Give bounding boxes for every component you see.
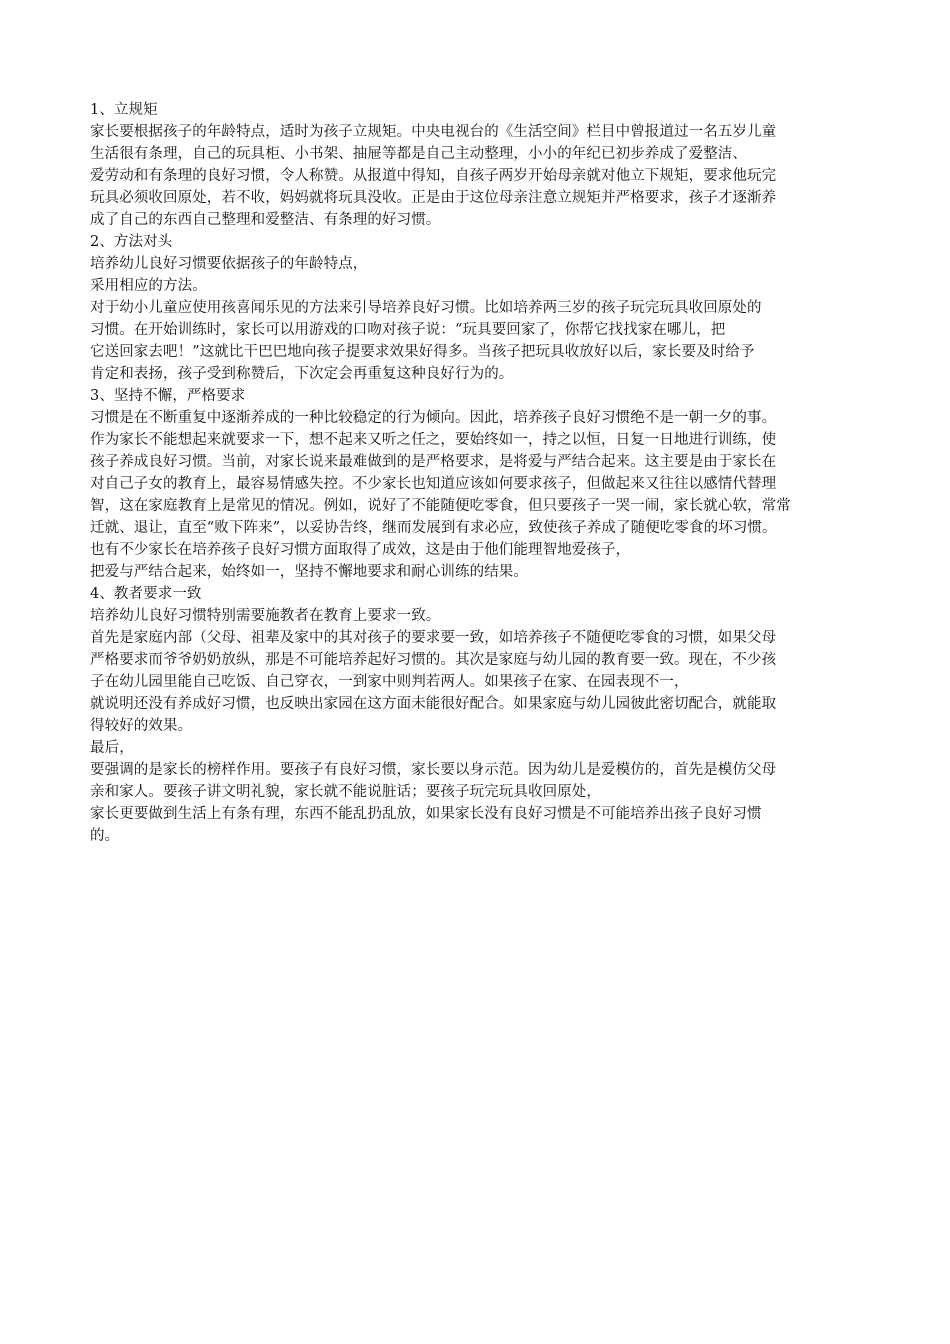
heading-4: 4、教者要求一致 [90, 586, 202, 602]
paragraph-line: 也有不少家长在培养孩子良好习惯方面取得了成效，这是由于他们能理智地爱孩子， [90, 542, 631, 558]
paragraph-line: 肯定和表扬，孩子受到称赞后，下次定会再重复这种良好行为的。 [90, 366, 514, 382]
paragraph-line: 孩子养成良好习惯。当前，对家长说来最难做到的是严格要求，是将爱与严结合起来。这主要是由于家长在 [90, 454, 777, 470]
heading-1: 1、立规矩 [90, 102, 158, 118]
paragraph-line: 最后， [90, 740, 134, 756]
paragraph-line: 它送回家去吧！”这就比干巴巴地向孩子提要求效果好得多。当孩子把玩具收放好以后，家长要及时给予 [90, 344, 755, 360]
paragraph-line: 严格要求而爷爷奶奶放纵，那是不可能培养起好习惯的。其次是家庭与幼儿园的教育要一致。现在，不少孩 [90, 652, 777, 668]
paragraph-line: 培养幼儿良好习惯要依据孩子的年龄特点， [90, 256, 368, 272]
paragraph-line: 得较好的效果。 [90, 718, 193, 734]
paragraph-line: 成了自己的东西自己整理和爱整洁、有条理的好习惯。 [90, 212, 441, 228]
paragraph-line: 爱劳动和有条理的良好习惯，令人称赞。从报道中得知，自孩子两岁开始母亲就对他立下规矩，要求他玩完 [90, 168, 777, 184]
paragraph-line: 迁就、退让，直至“败下阵来”，以妥协告终，继而发展到有求必应，致使孩子养成了随便吃零食的坏习惯。 [90, 520, 777, 536]
paragraph-line: 对自己子女的教育上，最容易情感失控。不少家长也知道应该如何要求孩子，但做起来又往往以感情代替理 [90, 476, 777, 492]
paragraph-line: 就说明还没有养成好习惯，也反映出家园在这方面未能很好配合。如果家庭与幼儿园彼此密切配合，就能取 [90, 696, 777, 712]
paragraph-line: 习惯。在开始训练时，家长可以用游戏的口吻对孩子说：“玩具要回家了，你帮它找找家在哪儿，把 [90, 322, 726, 338]
paragraph-line: 的。 [90, 828, 120, 844]
paragraph-line: 对于幼小儿童应使用孩喜闻乐见的方法来引导培养良好习惯。比如培养两三岁的孩子玩完玩具收回原处的 [90, 300, 762, 316]
paragraph-line: 亲和家人。要孩子讲文明礼貌，家长就不能说脏话；要孩子玩完玩具收回原处， [90, 784, 601, 800]
paragraph-line: 采用相应的方法。 [90, 278, 207, 294]
paragraph-line: 首先是家庭内部（父母、祖辈及家中的其对孩子的要求要一致，如培养孩子不随便吃零食的习惯，如果父母 [90, 630, 777, 646]
paragraph-line: 智，这在家庭教育上是常见的情况。例如，说好了不能随便吃零食，但只要孩子一哭一闹，家长就心软，常常 [90, 498, 791, 514]
paragraph-line: 作为家长不能想起来就要求一下，想不起来又听之任之，要始终如一，持之以恒，日复一日地进行训练，使 [90, 432, 777, 448]
paragraph-line: 子在幼儿园里能自己吃饭、自己穿衣，一到家中则判若两人。如果孩子在家、在园表现不一， [90, 674, 689, 690]
paragraph-line: 把爱与严结合起来，始终如一，坚持不懈地要求和耐心训练的结果。 [90, 564, 528, 580]
paragraph-line: 要强调的是家长的榜样作用。要孩子有良好习惯，家长要以身示范。因为幼儿是爱模仿的，首先是模仿父母 [90, 762, 777, 778]
heading-2: 2、方法对头 [90, 234, 173, 250]
paragraph-line: 生活很有条理，自己的玩具柜、小书架、抽屉等都是自己主动整理，小小的年纪已初步养成了爱整洁、 [90, 146, 747, 162]
paragraph-line: 玩具必须收回原处，若不收，妈妈就将玩具没收。正是由于这位母亲注意立规矩并严格要求，孩子才逐渐养 [90, 190, 777, 206]
heading-3: 3、坚持不懈，严格要求 [90, 388, 246, 404]
document-body [90, 99, 890, 847]
paragraph-line: 培养幼儿良好习惯特别需要施教者在教育上要求一致。 [90, 608, 441, 624]
paragraph-line: 家长要根据孩子的年龄特点，适时为孩子立规矩。中央电视台的《生活空间》栏目中曾报道过一名五岁儿童 [90, 124, 777, 140]
paragraph-line: 家长更要做到生活上有条有理，东西不能乱扔乱放，如果家长没有良好习惯是不可能培养出孩子良好习惯 [90, 806, 762, 822]
paragraph-line: 习惯是在不断重复中逐渐养成的一种比较稳定的行为倾向。因此，培养孩子良好习惯绝不是一朝一夕的事。 [90, 410, 777, 426]
